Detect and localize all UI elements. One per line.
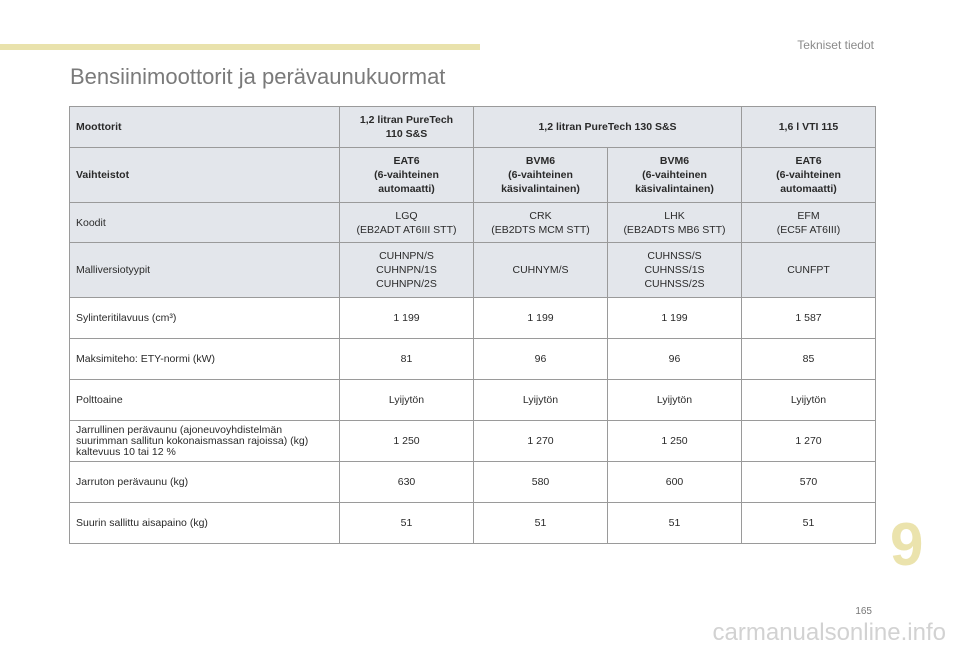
row-label-displacement: Sylinteritilavuus (cm³)	[70, 298, 340, 339]
header-cell-gearbox-1: EAT6 (6-vaihteinen automaatti)	[340, 148, 474, 203]
table-cell: 51	[474, 503, 608, 544]
table-cell: Lyijytön	[608, 380, 742, 421]
page-title: Bensiinimoottorit ja perävaunukuormat	[70, 64, 446, 89]
table-cell: 51	[340, 503, 474, 544]
table-cell: EFM (EC5F AT6III)	[742, 203, 876, 243]
row-label-unbraked-trailer: Jarruton perävaunu (kg)	[70, 462, 340, 503]
table-cell: 81	[340, 339, 474, 380]
header-cell-engine-2: 1,2 litran PureTech 130 S&S	[474, 107, 742, 148]
table-cell: 1 270	[474, 421, 608, 462]
table-cell: 630	[340, 462, 474, 503]
table-cell: CUHNSS/S CUHNSS/1S CUHNSS/2S	[608, 243, 742, 298]
watermark: carmanualsonline.info	[712, 619, 946, 646]
header-cell-engine-3: 1,6 l VTI 115	[742, 107, 876, 148]
table-cell: CUNFPT	[742, 243, 876, 298]
table-row-nose-weight	[70, 503, 876, 544]
row-label-max-power: Maksimiteho: ETY-normi (kW)	[70, 339, 340, 380]
table-row-braked-trailer	[70, 421, 876, 462]
engine-spec-table	[69, 106, 876, 544]
table-row-displacement	[70, 298, 876, 339]
table-cell: LGQ (EB2ADT AT6III STT)	[340, 203, 474, 243]
header-accent-bar	[0, 44, 480, 50]
table-cell: 580	[474, 462, 608, 503]
table-cell: 85	[742, 339, 876, 380]
table-cell: 96	[608, 339, 742, 380]
table-cell: CRK (EB2DTS MCM STT)	[474, 203, 608, 243]
table-cell: 570	[742, 462, 876, 503]
table-cell: 1 199	[340, 298, 474, 339]
page-number: 165	[855, 606, 872, 617]
row-label-nose-weight: Suurin sallittu aisapaino (kg)	[70, 503, 340, 544]
header-cell-gearbox-3: BVM6 (6-vaihteinen käsivalintainen)	[608, 148, 742, 203]
section-label: Tekniset tiedot	[797, 38, 874, 52]
table-row-max-power	[70, 339, 876, 380]
table-row-codes	[70, 203, 876, 243]
header-cell-engine-1: 1,2 litran PureTech 110 S&S	[340, 107, 474, 148]
table-cell: 1 587	[742, 298, 876, 339]
header-cell-gearbox-4: EAT6 (6-vaihteinen automaatti)	[742, 148, 876, 203]
header-cell-gearbox-2: BVM6 (6-vaihteinen käsivalintainen)	[474, 148, 608, 203]
table-cell: LHK (EB2ADTS MB6 STT)	[608, 203, 742, 243]
table-cell: 600	[608, 462, 742, 503]
row-label-model-types: Malliversiotyypit	[70, 243, 340, 298]
row-label-codes: Koodit	[70, 203, 340, 243]
table-cell: Lyijytön	[340, 380, 474, 421]
table-cell: 1 250	[608, 421, 742, 462]
header-cell-engines-label: Moottorit	[70, 107, 340, 148]
table-cell: 96	[474, 339, 608, 380]
table-cell: 1 250	[340, 421, 474, 462]
table-cell: CUHNPN/S CUHNPN/1S CUHNPN/2S	[340, 243, 474, 298]
table-header-row-engines	[70, 107, 876, 148]
row-label-fuel: Polttoaine	[70, 380, 340, 421]
table-cell: CUHNYM/S	[474, 243, 608, 298]
chapter-number: 9	[890, 511, 924, 578]
table-cell: 51	[742, 503, 876, 544]
table-cell: 1 199	[474, 298, 608, 339]
table-row-fuel	[70, 380, 876, 421]
header-cell-gearbox-label: Vaihteistot	[70, 148, 340, 203]
table-cell: 51	[608, 503, 742, 544]
row-label-braked-trailer: Jarrullinen perävaunu (ajoneuvoyhdistelmän suurimman sallitun kokonaismassan rajoissa) (kg) kaltevuus 10 tai 12 %	[70, 421, 340, 462]
table-cell: 1 199	[608, 298, 742, 339]
table-cell: Lyijytön	[742, 380, 876, 421]
table-cell: 1 270	[742, 421, 876, 462]
table-row-model-types	[70, 243, 876, 298]
table-cell: Lyijytön	[474, 380, 608, 421]
table-row-unbraked-trailer	[70, 462, 876, 503]
table-header-row-gearboxes	[70, 148, 876, 203]
